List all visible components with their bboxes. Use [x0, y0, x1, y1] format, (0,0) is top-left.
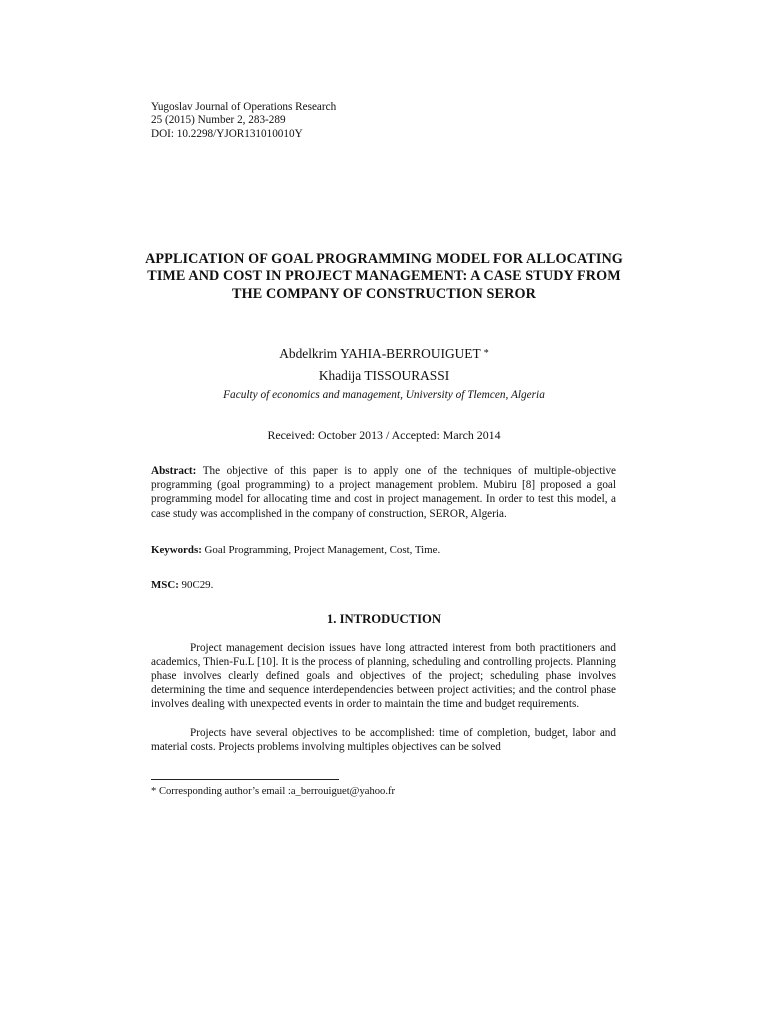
journal-issue: 25 (2015) Number 2, 283-289 [151, 114, 286, 127]
received-accepted-dates: Received: October 2013 / Accepted: March 2014 [267, 428, 501, 442]
journal-header [151, 101, 336, 141]
corresponding-author-mark: * [483, 348, 489, 359]
body-paragraph: Projects have several objectives to be accomplished: time of completion, budget, labor and material costs. Projects problems involving multiples objectives can be solved [151, 727, 616, 754]
msc-text: 90C29. [178, 579, 214, 591]
keywords [151, 543, 616, 557]
msc-classification [151, 578, 616, 592]
footnote-divider [151, 779, 339, 780]
abstract [151, 464, 616, 521]
abstract-label: Abstract: [151, 465, 197, 477]
abstract-text: The objective of this paper is to apply one of the techniques of multiple-objective programming (goal programming) to a project management problem. Mubiru [8] proposed a goal programming model for allocating time and cost in project management. In order to test this model, a case study was accomplished in the company of construction, SEROR, Algeria. [151, 465, 616, 520]
journal-doi: DOI: 10.2298/YJOR131010010Y [151, 127, 303, 140]
author-1-name: Abdelkrim YAHIA-BERROUIGUET [279, 346, 481, 361]
keywords-text: Goal Programming, Project Management, Cost, Time. [201, 544, 441, 556]
affiliation: Faculty of economics and management, University of Tlemcen, Algeria [223, 389, 545, 401]
msc-label: MSC: [151, 579, 179, 591]
author-2-name: Khadija TISSOURASSI [318, 368, 450, 383]
footnote: * Corresponding author’s email :a_berrouiguet@yahoo.fr [151, 786, 396, 797]
paper-title: APPLICATION OF GOAL PROGRAMMING MODEL FOR ALLOCATING TIME AND COST IN PROJECT MANAGEMENT: A CASE STUDY FROM THE COMPANY OF CONSTRUCTION SEROR [145, 251, 623, 302]
journal-name: Yugoslav Journal of Operations Research [151, 101, 337, 113]
keywords-label: Keywords: [151, 544, 202, 556]
section-heading-introduction: 1. INTRODUCTION [326, 612, 442, 626]
author-2 [150, 366, 618, 386]
author-list [150, 344, 618, 386]
author-1 [150, 344, 618, 366]
body-paragraph: Project management decision issues have long attracted interest from both practitioners and academics, Thien-Fu.L [10]. It is the process of planning, scheduling and controlling projects. Planning phase involves clearly defined goals and objectives of the project; scheduling phase involves determining the time and sequence interdependencies between project activities; and the control phase involves dealing with unexpected events in order to maintain the time and budget requirements. [151, 642, 616, 711]
